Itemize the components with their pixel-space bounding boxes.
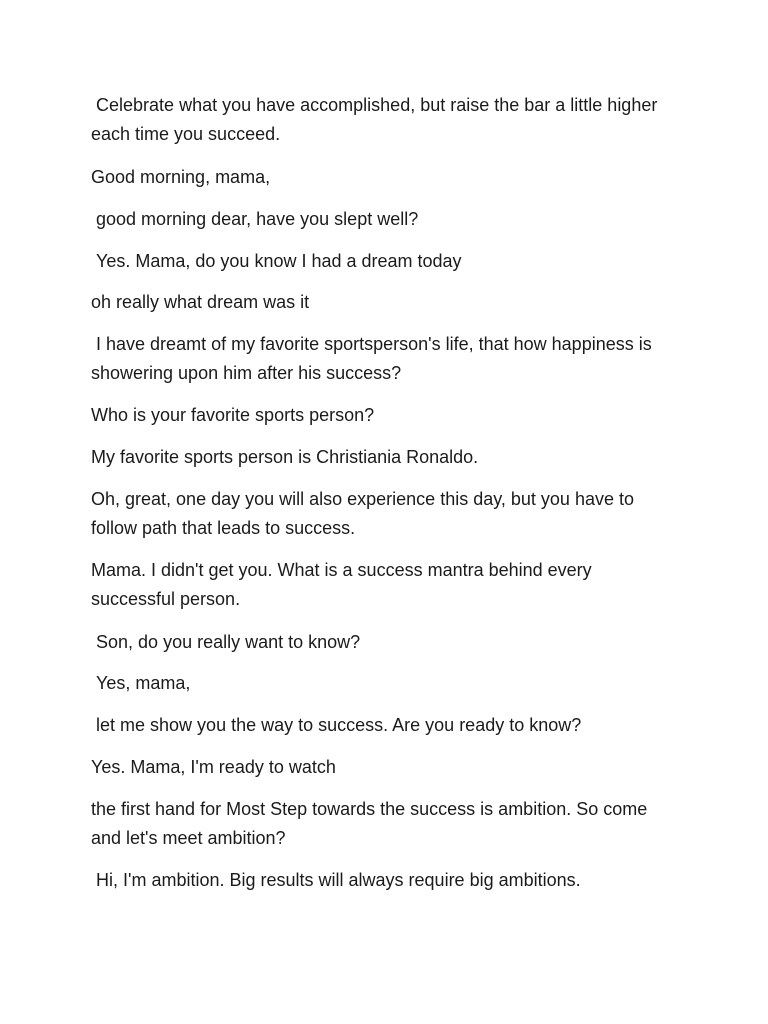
paragraph: oh really what dream was it	[91, 292, 310, 312]
paragraph: Oh, great, one day you will also experience this day, but you have to follow path that leads to success.	[91, 489, 634, 538]
paragraph: Yes. Mama, do you know I had a dream today	[91, 251, 462, 271]
paragraph: Good morning, mama,	[91, 167, 271, 187]
paragraph: Who is your favorite sports person?	[91, 405, 375, 425]
paragraph: Son, do you really want to know?	[91, 632, 361, 652]
paragraph: Mama. I didn't get you. What is a success mantra behind every successful person.	[91, 560, 592, 609]
paragraph: good morning dear, have you slept well?	[91, 209, 419, 229]
paragraph: Yes, mama,	[91, 673, 191, 693]
paragraph: let me show you the way to success. Are you ready to know?	[91, 715, 582, 735]
paragraph: Yes. Mama, I'm ready to watch	[91, 757, 336, 777]
paragraph: I have dreamt of my favorite sportsperson's life, that how happiness is showering upon him after his success?	[91, 334, 652, 383]
paragraph: the first hand for Most Step towards the success is ambition. So come and let's meet ambition?	[91, 799, 648, 848]
paragraph: My favorite sports person is Christiania Ronaldo.	[91, 447, 479, 467]
paragraph: Celebrate what you have accomplished, but raise the bar a little higher each time you succeed.	[91, 95, 658, 144]
paragraph: Hi, I'm ambition. Big results will always require big ambitions.	[91, 870, 581, 890]
